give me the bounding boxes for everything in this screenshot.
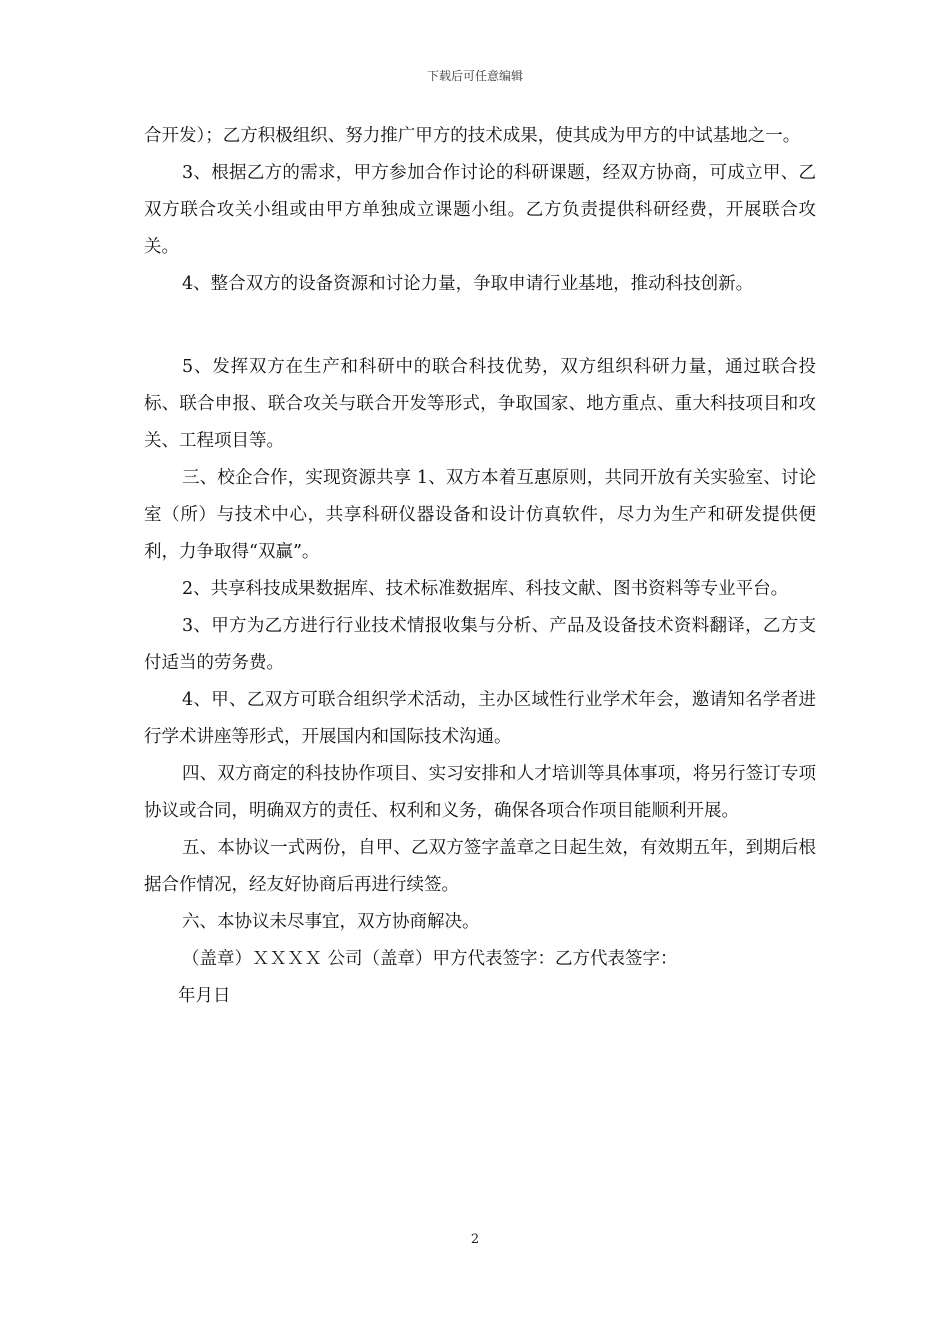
paragraph-item-2: 2、共享科技成果数据库、技术标准数据库、科技文献、图书资料等专业平台。 — [182, 579, 789, 599]
paragraph-section-3: 三、校企合作，实现资源共享 1、双方本着互惠原则，共同开放有关实验室、讨论室（所）与技术中心，共享科研仪器设备和设计仿真软件，尽力为生产和研发提供便利，力争取得“双赢”。 — [144, 468, 816, 562]
paragraph-section-5: 五、本协议一式两份，自甲、乙双方签字盖章之日起生效，有效期五年，到期后根据合作情况，经友好协商后再进行续签。 — [144, 838, 816, 895]
page-number: 2 — [470, 1232, 480, 1247]
paragraph-continuation: 合开发）；乙方积极组织、努力推广甲方的技术成果，使其成为甲方的中试基地之一。 — [144, 126, 801, 146]
page-header-note: 下载后可任意编辑 — [426, 69, 523, 83]
document-body — [144, 118, 816, 1015]
date-line: 年月日 — [178, 986, 231, 1006]
paragraph-item-5: 5、发挥双方在生产和科研中的联合科技优势，双方组织科研力量，通过联合投标、联合申报、联合攻关与联合开发等形式，争取国家、地方重点、重大科技项目和攻关、工程项目等。 — [144, 357, 816, 451]
signature-line: （盖章）ＸＸＸＸ 公司（盖章）甲方代表签字：乙方代表签字： — [182, 949, 678, 969]
paragraph-section-4: 四、双方商定的科技协作项目、实习安排和人才培训等具体事项，将另行签订专项协议或合同，明确双方的责任、权利和义务，确保各项合作项目能顺利开展。 — [144, 764, 816, 821]
paragraph-item-3b: 3、甲方为乙方进行行业技术情报收集与分析、产品及设备技术资料翻译，乙方支付适当的劳务费。 — [144, 616, 816, 673]
paragraph-gap — [144, 303, 816, 349]
paragraph-item-4b: 4、甲、乙双方可联合组织学术活动，主办区域性行业学术年会，邀请知名学者进行学术讲座等形式，开展国内和国际技术沟通。 — [144, 690, 816, 747]
paragraph-section-6: 六、本协议未尽事宜，双方协商解决。 — [182, 912, 480, 932]
paragraph-item-4: 4、整合双方的设备资源和讨论力量，争取申请行业基地，推动科技创新。 — [182, 274, 754, 294]
paragraph-item-3: 3、根据乙方的需求，甲方参加合作讨论的科研课题，经双方协商，可成立甲、乙双方联合攻关小组或由甲方单独成立课题小组。乙方负责提供科研经费，开展联合攻关。 — [144, 163, 816, 257]
